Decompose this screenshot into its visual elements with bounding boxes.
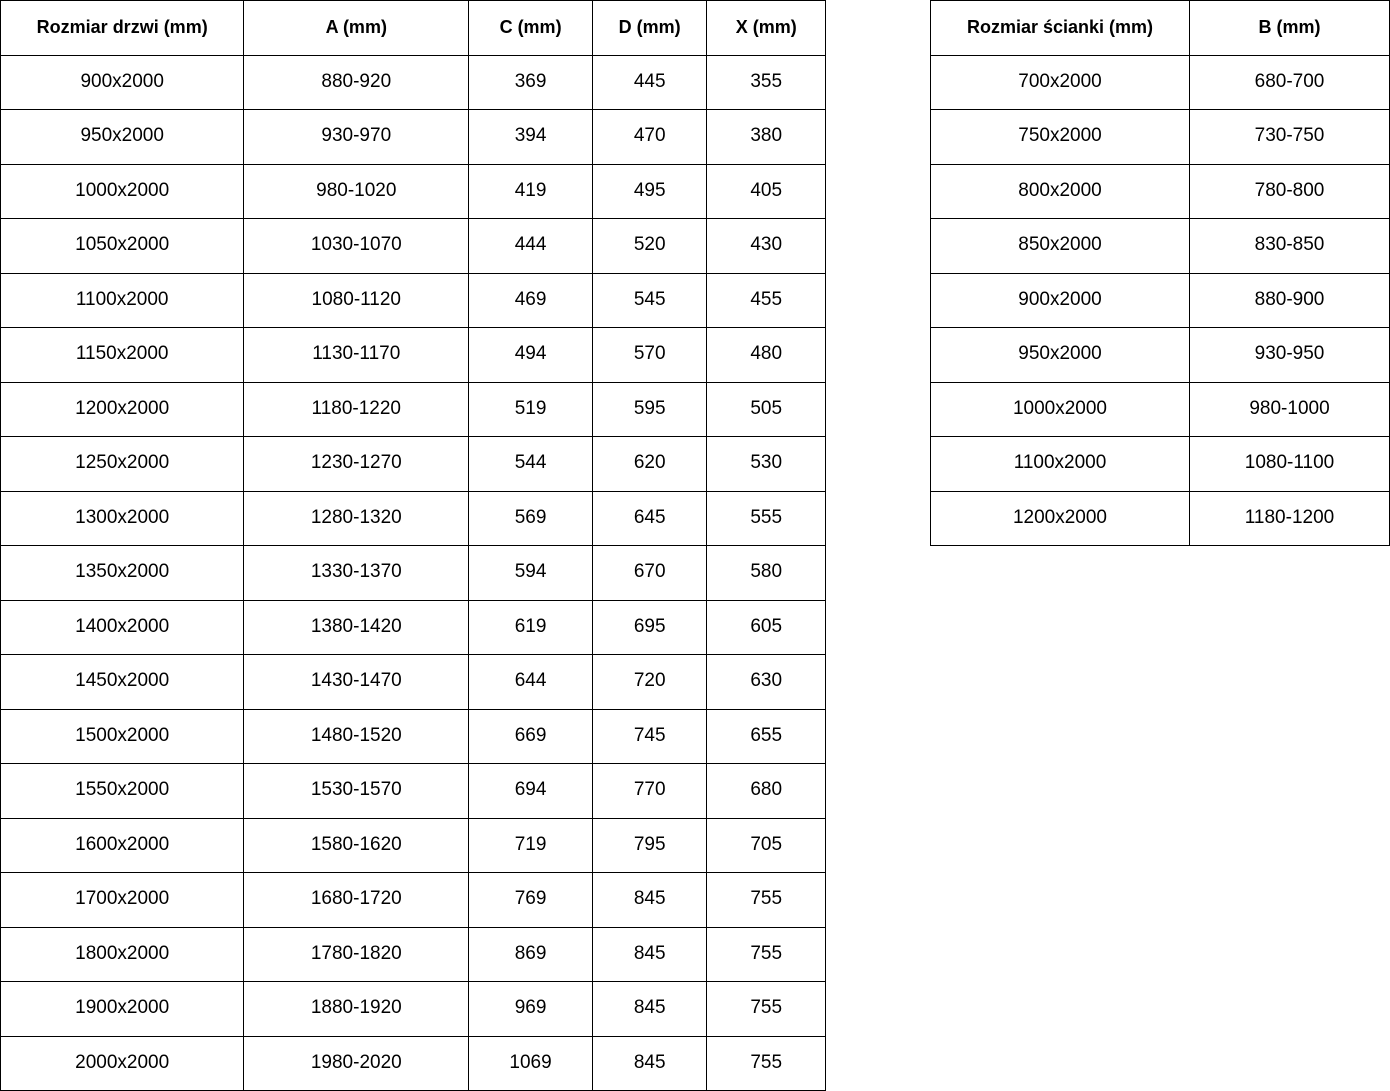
cell-d: 520: [592, 219, 706, 274]
cell-x: 680: [707, 764, 826, 819]
cell-wall-size: 1200x2000: [931, 491, 1190, 546]
cell-x: 755: [707, 982, 826, 1037]
table-row: [931, 273, 1390, 328]
cell-a: 1680-1720: [244, 873, 469, 928]
cell-wall-size: 700x2000: [931, 55, 1190, 110]
cell-x: 530: [707, 437, 826, 492]
cell-c: 1069: [469, 1036, 593, 1091]
wall-dimensions-table: [930, 0, 1390, 546]
doors-table-header: [1, 1, 826, 56]
table-row: [1, 982, 826, 1037]
table-row: [1, 600, 826, 655]
cell-d: 720: [592, 655, 706, 710]
table-row: [1, 328, 826, 383]
cell-c: 369: [469, 55, 593, 110]
cell-door-size: 1550x2000: [1, 764, 244, 819]
cell-x: 505: [707, 382, 826, 437]
cell-d: 645: [592, 491, 706, 546]
cell-x: 655: [707, 709, 826, 764]
cell-c: 869: [469, 927, 593, 982]
cell-x: 555: [707, 491, 826, 546]
cell-wall-size: 1000x2000: [931, 382, 1190, 437]
table-row: [931, 382, 1390, 437]
cell-b: 830-850: [1190, 219, 1390, 274]
cell-c: 444: [469, 219, 593, 274]
cell-b: 880-900: [1190, 273, 1390, 328]
cell-a: 1230-1270: [244, 437, 469, 492]
cell-b: 1180-1200: [1190, 491, 1390, 546]
table-row: [1, 219, 826, 274]
cell-a: 1480-1520: [244, 709, 469, 764]
cell-x: 630: [707, 655, 826, 710]
cell-c: 969: [469, 982, 593, 1037]
cell-c: 419: [469, 164, 593, 219]
wall-table-body: [931, 55, 1390, 546]
cell-a: 1880-1920: [244, 982, 469, 1037]
cell-d: 445: [592, 55, 706, 110]
cell-a: 980-1020: [244, 164, 469, 219]
cell-c: 469: [469, 273, 593, 328]
table-row: [1, 764, 826, 819]
cell-wall-size: 1100x2000: [931, 437, 1190, 492]
cell-b: 980-1000: [1190, 382, 1390, 437]
cell-b: 1080-1100: [1190, 437, 1390, 492]
cell-x: 380: [707, 110, 826, 165]
cell-a: 930-970: [244, 110, 469, 165]
table-row: [1, 164, 826, 219]
column-header-b: B (mm): [1190, 1, 1390, 56]
doors-table-body: [1, 55, 826, 1091]
cell-door-size: 1150x2000: [1, 328, 244, 383]
column-header-door-size: Rozmiar drzwi (mm): [1, 1, 244, 56]
cell-d: 770: [592, 764, 706, 819]
cell-c: 569: [469, 491, 593, 546]
cell-a: 1130-1170: [244, 328, 469, 383]
cell-door-size: 1800x2000: [1, 927, 244, 982]
cell-a: 1580-1620: [244, 818, 469, 873]
table-row: [931, 110, 1390, 165]
cell-c: 394: [469, 110, 593, 165]
cell-door-size: 900x2000: [1, 55, 244, 110]
cell-a: 1380-1420: [244, 600, 469, 655]
cell-wall-size: 750x2000: [931, 110, 1190, 165]
cell-d: 695: [592, 600, 706, 655]
cell-c: 494: [469, 328, 593, 383]
cell-door-size: 1050x2000: [1, 219, 244, 274]
cell-b: 680-700: [1190, 55, 1390, 110]
cell-d: 470: [592, 110, 706, 165]
cell-door-size: 1000x2000: [1, 164, 244, 219]
cell-d: 670: [592, 546, 706, 601]
table-row: [1, 709, 826, 764]
table-row: [931, 328, 1390, 383]
cell-d: 570: [592, 328, 706, 383]
cell-x: 480: [707, 328, 826, 383]
cell-d: 845: [592, 982, 706, 1037]
table-row: [1, 437, 826, 492]
cell-c: 519: [469, 382, 593, 437]
column-header-wall-size: Rozmiar ścianki (mm): [931, 1, 1190, 56]
table-row: [1, 655, 826, 710]
column-header-x: X (mm): [707, 1, 826, 56]
table-row: [1, 927, 826, 982]
cell-d: 620: [592, 437, 706, 492]
cell-a: 1980-2020: [244, 1036, 469, 1091]
column-header-c: C (mm): [469, 1, 593, 56]
cell-door-size: 1600x2000: [1, 818, 244, 873]
cell-door-size: 1350x2000: [1, 546, 244, 601]
cell-x: 580: [707, 546, 826, 601]
cell-wall-size: 950x2000: [931, 328, 1190, 383]
cell-x: 755: [707, 1036, 826, 1091]
table-row: [931, 491, 1390, 546]
cell-c: 669: [469, 709, 593, 764]
table-row: [931, 437, 1390, 492]
cell-wall-size: 900x2000: [931, 273, 1190, 328]
cell-a: 1530-1570: [244, 764, 469, 819]
column-header-d: D (mm): [592, 1, 706, 56]
wall-table-header: [931, 1, 1390, 56]
cell-d: 595: [592, 382, 706, 437]
cell-x: 455: [707, 273, 826, 328]
table-row: [931, 219, 1390, 274]
table-row: [1, 546, 826, 601]
cell-c: 719: [469, 818, 593, 873]
cell-door-size: 1450x2000: [1, 655, 244, 710]
cell-x: 705: [707, 818, 826, 873]
cell-a: 880-920: [244, 55, 469, 110]
table-row: [1, 818, 826, 873]
cell-c: 644: [469, 655, 593, 710]
table-row: [1, 1036, 826, 1091]
cell-d: 845: [592, 927, 706, 982]
cell-d: 495: [592, 164, 706, 219]
cell-door-size: 1900x2000: [1, 982, 244, 1037]
cell-a: 1080-1120: [244, 273, 469, 328]
wall-table-container: [930, 0, 1390, 546]
cell-c: 769: [469, 873, 593, 928]
cell-x: 755: [707, 873, 826, 928]
cell-a: 1780-1820: [244, 927, 469, 982]
table-row: [1, 55, 826, 110]
cell-a: 1430-1470: [244, 655, 469, 710]
cell-door-size: 1700x2000: [1, 873, 244, 928]
cell-c: 694: [469, 764, 593, 819]
table-row: [1, 382, 826, 437]
cell-b: 780-800: [1190, 164, 1390, 219]
table-row: [931, 55, 1390, 110]
cell-d: 795: [592, 818, 706, 873]
column-header-a: A (mm): [244, 1, 469, 56]
cell-d: 745: [592, 709, 706, 764]
cell-door-size: 1250x2000: [1, 437, 244, 492]
cell-a: 1180-1220: [244, 382, 469, 437]
table-row: [931, 164, 1390, 219]
cell-x: 355: [707, 55, 826, 110]
cell-c: 544: [469, 437, 593, 492]
cell-b: 930-950: [1190, 328, 1390, 383]
cell-door-size: 2000x2000: [1, 1036, 244, 1091]
cell-door-size: 1300x2000: [1, 491, 244, 546]
cell-d: 845: [592, 1036, 706, 1091]
cell-x: 430: [707, 219, 826, 274]
table-row: [1, 491, 826, 546]
cell-x: 755: [707, 927, 826, 982]
cell-door-size: 1200x2000: [1, 382, 244, 437]
cell-door-size: 950x2000: [1, 110, 244, 165]
cell-x: 605: [707, 600, 826, 655]
cell-a: 1280-1320: [244, 491, 469, 546]
table-row: [1, 110, 826, 165]
cell-door-size: 1400x2000: [1, 600, 244, 655]
cell-d: 845: [592, 873, 706, 928]
cell-a: 1030-1070: [244, 219, 469, 274]
cell-c: 594: [469, 546, 593, 601]
table-header-row: [1, 1, 826, 56]
table-header-row: [931, 1, 1390, 56]
cell-b: 730-750: [1190, 110, 1390, 165]
cell-wall-size: 850x2000: [931, 219, 1190, 274]
cell-d: 545: [592, 273, 706, 328]
cell-c: 619: [469, 600, 593, 655]
cell-x: 405: [707, 164, 826, 219]
cell-door-size: 1100x2000: [1, 273, 244, 328]
table-row: [1, 273, 826, 328]
cell-a: 1330-1370: [244, 546, 469, 601]
table-row: [1, 873, 826, 928]
cell-wall-size: 800x2000: [931, 164, 1190, 219]
cell-door-size: 1500x2000: [1, 709, 244, 764]
